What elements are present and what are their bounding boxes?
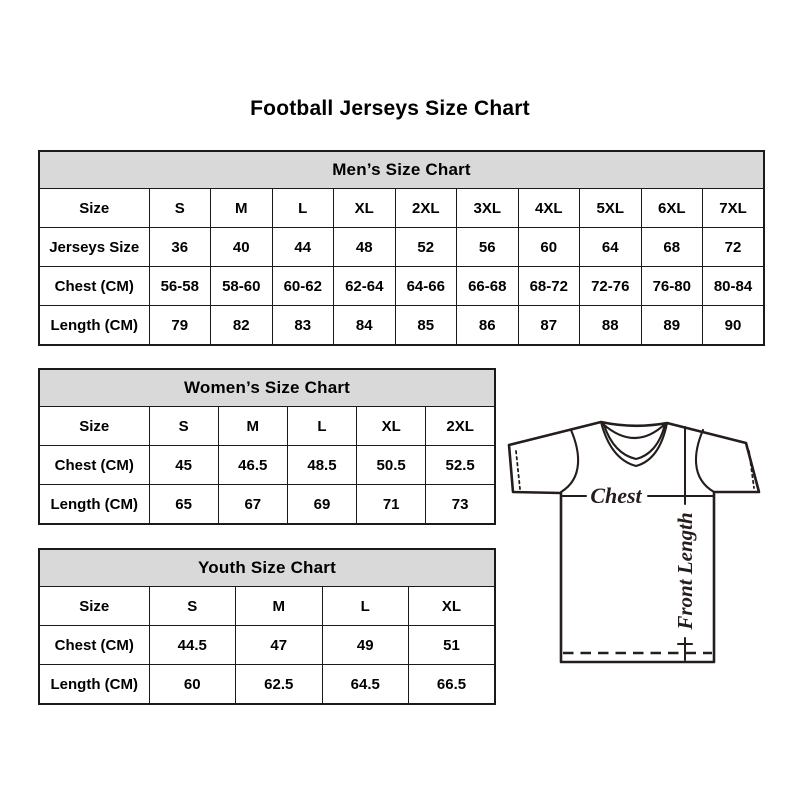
value-cell: M [236, 587, 323, 626]
value-cell: 52.5 [426, 446, 495, 485]
value-cell: 48.5 [287, 446, 356, 485]
youth-size-chart-title: Youth Size Chart [39, 549, 495, 587]
table-row [39, 407, 495, 446]
value-cell: XL [409, 587, 496, 626]
table-row [39, 485, 495, 525]
table-row [39, 267, 764, 306]
page-title: Football Jerseys Size Chart [250, 97, 530, 120]
row-label-cell: Size [39, 407, 149, 446]
value-cell: 46.5 [218, 446, 287, 485]
value-cell: 89 [641, 306, 703, 346]
youth-size-chart-header-row [39, 549, 495, 587]
table-row [39, 306, 764, 346]
value-cell: 36 [149, 228, 211, 267]
value-cell: 72 [703, 228, 765, 267]
row-label-cell: Chest (CM) [39, 446, 149, 485]
table-row [39, 626, 495, 665]
mens-size-chart-header-row [39, 151, 764, 189]
value-cell: 45 [149, 446, 218, 485]
value-cell: 47 [236, 626, 323, 665]
value-cell: 69 [287, 485, 356, 525]
value-cell: 68-72 [518, 267, 580, 306]
table-row [39, 189, 764, 228]
value-cell: 60 [149, 665, 236, 705]
jersey-diagram-icon [500, 410, 770, 672]
value-cell: 73 [426, 485, 495, 525]
value-cell: 85 [395, 306, 457, 346]
row-label-cell: Chest (CM) [39, 626, 149, 665]
row-label-cell: Size [39, 189, 149, 228]
value-cell: 44 [272, 228, 334, 267]
value-cell: 50.5 [357, 446, 426, 485]
jersey-measurement-diagram [500, 410, 770, 672]
value-cell: XL [357, 407, 426, 446]
value-cell: 66-68 [457, 267, 519, 306]
value-cell: S [149, 587, 236, 626]
value-cell: 49 [322, 626, 409, 665]
womens-size-chart-header-row [39, 369, 495, 407]
value-cell: 3XL [457, 189, 519, 228]
value-cell: 76-80 [641, 267, 703, 306]
row-label-cell: Length (CM) [39, 306, 149, 346]
value-cell: 62.5 [236, 665, 323, 705]
mens-size-table [38, 150, 765, 346]
value-cell: L [287, 407, 356, 446]
left-cuff-dotted-line [516, 451, 520, 489]
value-cell: 83 [272, 306, 334, 346]
value-cell: 72-76 [580, 267, 642, 306]
value-cell: L [272, 189, 334, 228]
value-cell: M [218, 407, 287, 446]
value-cell: 4XL [518, 189, 580, 228]
table-row [39, 665, 495, 705]
table-row [39, 587, 495, 626]
womens-size-chart-title: Women’s Size Chart [39, 369, 495, 407]
value-cell: 82 [211, 306, 273, 346]
value-cell: 80-84 [703, 267, 765, 306]
value-cell: 44.5 [149, 626, 236, 665]
value-cell: 67 [218, 485, 287, 525]
table-row [39, 228, 764, 267]
value-cell: L [322, 587, 409, 626]
value-cell: 51 [409, 626, 496, 665]
value-cell: M [211, 189, 273, 228]
value-cell: 56 [457, 228, 519, 267]
row-label-cell: Jerseys Size [39, 228, 149, 267]
left-armhole-seam [561, 430, 578, 492]
value-cell: 87 [518, 306, 580, 346]
value-cell: 65 [149, 485, 218, 525]
value-cell: 64 [580, 228, 642, 267]
row-label-cell: Length (CM) [39, 485, 149, 525]
value-cell: 40 [211, 228, 273, 267]
mens-size-chart-title: Men’s Size Chart [39, 151, 764, 189]
value-cell: 62-64 [334, 267, 396, 306]
row-label-cell: Chest (CM) [39, 267, 149, 306]
value-cell: 7XL [703, 189, 765, 228]
value-cell: 66.5 [409, 665, 496, 705]
value-cell: 71 [357, 485, 426, 525]
value-cell: 88 [580, 306, 642, 346]
value-cell: 48 [334, 228, 396, 267]
value-cell: 5XL [580, 189, 642, 228]
value-cell: 52 [395, 228, 457, 267]
value-cell: 64.5 [322, 665, 409, 705]
value-cell: S [149, 407, 218, 446]
table-row [39, 446, 495, 485]
value-cell: 86 [457, 306, 519, 346]
value-cell: 56-58 [149, 267, 211, 306]
value-cell: S [149, 189, 211, 228]
value-cell: 64-66 [395, 267, 457, 306]
row-label-cell: Size [39, 587, 149, 626]
value-cell: 58-60 [211, 267, 273, 306]
value-cell: 90 [703, 306, 765, 346]
womens-size-table [38, 368, 496, 525]
value-cell: 2XL [395, 189, 457, 228]
value-cell: 60 [518, 228, 580, 267]
value-cell: 6XL [641, 189, 703, 228]
value-cell: 60-62 [272, 267, 334, 306]
front-length-label: Front Length [673, 512, 697, 630]
value-cell: 79 [149, 306, 211, 346]
chest-label: Chest [590, 483, 642, 508]
youth-size-table [38, 548, 496, 705]
value-cell: 84 [334, 306, 396, 346]
value-cell: 68 [641, 228, 703, 267]
right-armhole-seam [696, 430, 714, 492]
value-cell: 2XL [426, 407, 495, 446]
value-cell: XL [334, 189, 396, 228]
collar-inner-v [604, 424, 665, 459]
row-label-cell: Length (CM) [39, 665, 149, 705]
